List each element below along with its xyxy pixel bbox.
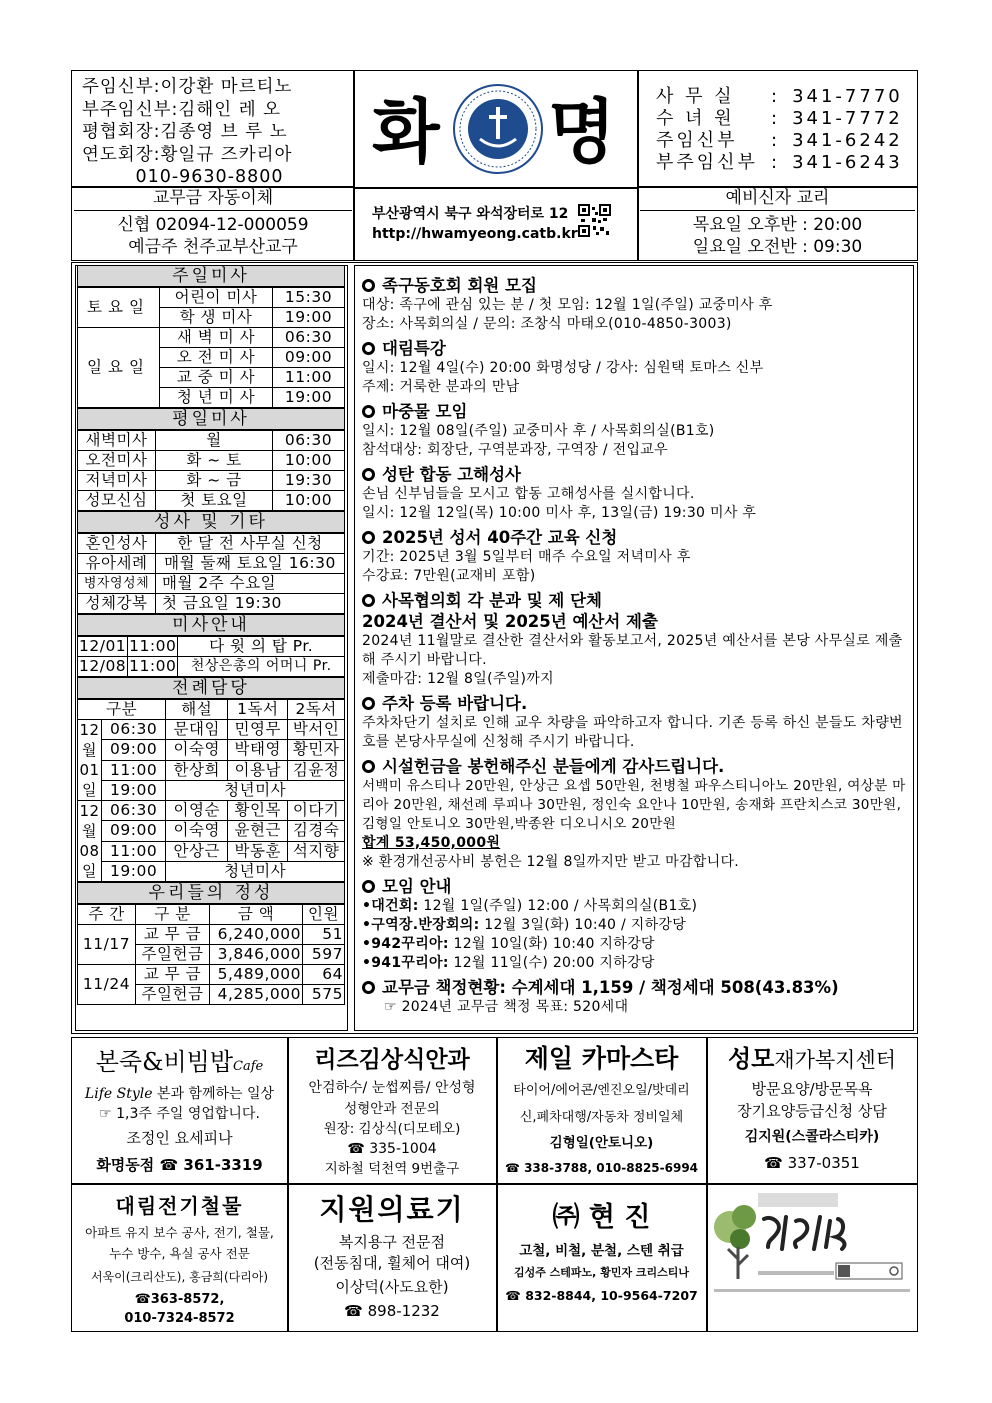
offering-table: [77, 904, 345, 1005]
liturgy-col-header: 구분: [78, 700, 166, 720]
announcement-title: 시설헌금을 봉헌해주신 분들에게 감사드립니다.: [362, 756, 912, 777]
ad-car-service: [498, 1041, 705, 1181]
offering-header: 우리들의 정성: [77, 882, 345, 904]
liturgy-reader2: 김경숙: [288, 821, 345, 841]
ad-line: 지하철 덕천역 9번출구: [324, 1161, 460, 1177]
title-right: 명: [548, 91, 616, 173]
bullet-icon: [362, 468, 375, 481]
bullet-icon: [362, 697, 375, 710]
mass-name: 새벽미사: [78, 431, 156, 451]
ad-title: 본죽&비빔밥Cafe: [95, 1048, 264, 1076]
announcement-item: [362, 527, 912, 586]
liturgy-reader1: 황인목: [228, 801, 288, 821]
sacrament-name: 성체강복: [78, 594, 156, 614]
announcement-line: 일시: 12월 12일(목) 10:00 미사 후, 13일(금) 19:30 미사 후: [362, 505, 757, 521]
offering-col-header: 주 간: [78, 905, 136, 925]
mass-time: 19:30: [273, 471, 345, 491]
catechumen-info: [640, 187, 915, 258]
ad-line: 조정인 요세피나: [126, 1129, 233, 1147]
liturgy-reader2: 김윤정: [288, 760, 345, 780]
offering-amount: 4,285,000: [210, 985, 303, 1005]
sacrament-header: 성사 및 기타: [77, 511, 345, 533]
meeting-item: •대건회: 12월 1일(주일) 12:00 / 사목회의실(B1호): [362, 898, 698, 914]
bank-title: 교무금 자동이체: [74, 187, 352, 211]
bank-account: 신협 02094-12-000059: [117, 215, 309, 235]
liturgy-reader2: 이다기: [288, 801, 345, 821]
schedule-column: [77, 265, 345, 1005]
liturgy-table: [77, 699, 345, 882]
announcement-title: 마중물 모임: [362, 401, 912, 422]
ad-phone: ☎ 337-0351: [764, 1154, 860, 1172]
mass-day: 화 ~ 금: [156, 471, 273, 491]
sunday-mass-table: [77, 287, 345, 408]
offering-amount: 5,489,000: [210, 965, 303, 985]
bullet-icon: [362, 594, 375, 607]
ad-line: 안검하수/ 눈썹찌름/ 안성형: [308, 1080, 476, 1096]
mass-name: 저녁미사: [78, 471, 156, 491]
announcement-line: 주제: 거룩한 분과의 만남: [362, 379, 520, 395]
ad-line: 복지용구 전문점: [338, 1233, 446, 1251]
meeting-item: •구역장.반장회의: 12월 3일(화) 10:40 / 지하강당: [362, 917, 687, 933]
announcement-line: 대상: 족구에 관심 있는 분 / 첫 모임: 12월 1일(주일) 교중미사 후: [362, 297, 773, 313]
announcement-line: 서백미 유스티나 20만원, 안상근 요셉 50만원, 천병철 파우스티니아노 20만원, 여상분 마리아 20만원, 채선례 루피나 30만원, 정인숙 요안나 10만원, 송재화 프란치스코 30만원, 김형일 안토니오 30만원,박종완 디오니시오 20만원: [362, 778, 906, 832]
announcement-title: 사목협의회 각 분과 및 제 단체: [362, 590, 912, 611]
ad-hardware-store: [73, 1190, 286, 1328]
offering-amount: 3,846,000: [210, 945, 303, 965]
mass-name: 교 중 미 사: [160, 368, 273, 388]
ad-hyunjin: [498, 1196, 705, 1308]
ad-title: 제일 카마스타: [524, 1044, 679, 1073]
ad-academy: [708, 1187, 916, 1305]
intent-time: 11:00: [129, 637, 177, 655]
offering-week: 11/24: [78, 965, 136, 1005]
sacrament-name: 유아세례: [78, 554, 156, 574]
ad-line: 방문요양/방문목욕: [751, 1080, 873, 1098]
ad-eye-clinic: [289, 1043, 495, 1179]
announcement-title: 대림특강: [362, 338, 912, 359]
announcement-line: 일시: 12월 08일(주일) 교중미사 후 / 사목회의실(B1호): [362, 423, 715, 439]
bullet-icon: [362, 981, 375, 994]
offering-type: 교 무 금: [136, 925, 210, 945]
ad-line: 누수 방수, 욕실 공사 전문: [109, 1246, 250, 1261]
announcement-item: [362, 275, 912, 334]
announcement-line: 일시: 12월 4일(수) 20:00 화명성당 / 강사: 심원택 토마스 신부: [362, 360, 764, 376]
title-left: 화: [372, 91, 440, 173]
ad-title: 지원의료기: [319, 1193, 465, 1226]
ad-line: 이상덕(사도요한): [335, 1278, 449, 1296]
ad-bonjuk: [73, 1045, 286, 1178]
liturgy-reader1: 윤현근: [228, 821, 288, 841]
liturgy-header: 전례담당: [77, 677, 345, 699]
liturgy-time: 06:30: [102, 801, 166, 821]
ad-line: 아파트 유지 보수 공사, 전기, 철물,: [85, 1225, 274, 1240]
ad-line: 고철, 비철, 분철, 스텐 취급: [519, 1243, 684, 1259]
offering-count: 597: [303, 945, 345, 965]
announcement-item: [362, 590, 912, 689]
ad-phone: ☎ 338-3788, 010-8825-6994: [504, 1161, 699, 1175]
church-emblem-icon: [452, 83, 544, 175]
catechumen-title: 예비신자 교리: [640, 187, 915, 211]
ad-line: 원장: 김상식(디모테오): [323, 1121, 461, 1137]
ad-phone: 화명동점 ☎ 361-3319: [96, 1156, 263, 1174]
liturgy-commentator: 문대임: [166, 720, 228, 740]
liturgy-commentator: 이영순: [166, 801, 228, 821]
staff-phone: 010-9630-8800: [135, 167, 284, 187]
church-address: 부산광역시 북구 와석장터로 12: [372, 206, 569, 222]
mass-day: 월: [156, 431, 273, 451]
ad-line: 신,폐차대행/자동차 정비일체: [519, 1110, 684, 1125]
bullet-icon: [362, 405, 375, 418]
liturgy-commentator: 이숙영: [166, 740, 228, 760]
liturgy-col-header: 1독서: [228, 700, 288, 720]
liturgy-reader1: 박태영: [228, 740, 288, 760]
ad-phone: ☎ 898-1232: [344, 1302, 440, 1320]
mass-name: 학 생 미사: [160, 308, 273, 328]
mass-day: 첫 토요일: [156, 491, 273, 511]
intent-time: 11:00: [129, 657, 177, 675]
sacrament-info: 매월 둘째 토요일 16:30: [156, 554, 345, 574]
bank-holder: 예금주 천주교부산교구: [128, 237, 298, 257]
announcement-item: [362, 338, 912, 397]
sacrament-info: 한 달 전 사무실 신청: [156, 534, 345, 554]
staff-list: [82, 76, 352, 189]
announcement-line: 제출마감: 12월 8일(주일)까지: [362, 671, 554, 687]
mass-day: 화 ~ 토: [156, 451, 273, 471]
offering-count: 575: [303, 985, 345, 1005]
announcement-title: 주차 등록 바랍니다.: [362, 693, 912, 714]
ad-medical-supply: [289, 1188, 495, 1322]
staff-council-president: 평협회장:김종영 브 루 노: [82, 122, 288, 142]
liturgy-commentator: 안상근: [166, 841, 228, 861]
announcement-line: 손님 신부님들을 모시고 합동 고해성사를 실시합니다.: [362, 486, 695, 502]
liturgy-time: 19:00: [102, 780, 166, 800]
announcement-line: 2024년 11월말로 결산한 결산서와 활동보고서, 2025년 예산서를 본당 사무실로 제출해 주시기 바랍니다.: [362, 633, 903, 668]
saturday-label: 토요일: [78, 288, 160, 328]
announcement-line: 참석대상: 회장단, 구역분과장, 구역장 / 전입교우: [362, 442, 668, 458]
mass-intent-table: [77, 636, 345, 677]
phone-list: [656, 86, 903, 174]
sacrament-name: 병자영성체: [78, 574, 156, 594]
announcement-title2: 2024년 결산서 및 2025년 예산서 제출: [362, 612, 658, 631]
liturgy-time: 19:00: [102, 861, 166, 881]
academy-logo-icon: [712, 1187, 912, 1301]
intent-date: 12/01: [79, 637, 127, 655]
ad-line: 김성주 스테파노, 황민자 크리스티나: [513, 1266, 690, 1279]
ad-title: 성모재가복지센터: [727, 1045, 897, 1073]
liturgy-reader1: 민영무: [228, 720, 288, 740]
announcement-title: 성탄 합동 고해성사: [362, 464, 912, 485]
ad-line: 성형안과 전문의: [344, 1101, 440, 1117]
liturgy-reader2: 석지향: [288, 841, 345, 861]
mass-time: 06:30: [273, 431, 345, 451]
offering-col-header: 인원: [303, 905, 345, 925]
qr-code-icon: [578, 204, 611, 237]
phone-convent: 수 녀 원 : 341-7772: [656, 108, 903, 129]
ad-phone: ☎363-8572,: [134, 1292, 225, 1307]
liturgy-time: 09:00: [102, 740, 166, 760]
sunday-label: 일요일: [78, 328, 160, 408]
ad-phone: ☎ 335-1004: [347, 1141, 437, 1157]
intent-date: 12/08: [79, 657, 127, 675]
mass-time: 15:30: [273, 288, 345, 308]
catechumen-line: 목요일 오후반 : 20:00: [692, 215, 863, 235]
staff-pastor: 주임신부:이강환 마르티노: [82, 77, 293, 97]
offering-count: 51: [303, 925, 345, 945]
ad-line: 김지원(스콜라스티카): [744, 1129, 880, 1145]
ad-line: Life Style 본과 함께하는 일상: [84, 1086, 275, 1102]
announcement-item: [362, 693, 912, 752]
mass-time: 19:00: [273, 388, 345, 408]
offering-week: 11/17: [78, 925, 136, 965]
announcement-item: [362, 464, 912, 523]
sacrament-info: 첫 금요일 19:30: [156, 594, 345, 614]
liturgy-youth-mass: 청년미사: [166, 780, 345, 800]
mass-time: 06:30: [273, 328, 345, 348]
announcement-note: ※ 환경개선공사비 봉헌은 12월 8일까지만 받고 마감합니다.: [362, 854, 740, 870]
offering-amount: 6,240,000: [210, 925, 303, 945]
offering-col-header: 구 분: [136, 905, 210, 925]
mass-name: 오 전 미 사: [160, 348, 273, 368]
mass-time: 19:00: [273, 308, 345, 328]
announcement-item: [362, 876, 912, 973]
announcement-line: 수강료: 7만원(교재비 포함): [362, 568, 536, 584]
bullet-icon: [362, 279, 375, 292]
offering-col-header: 금 액: [210, 905, 303, 925]
mass-name: 어린이 미사: [160, 288, 273, 308]
liturgy-time: 11:00: [102, 760, 166, 780]
announcement-title: 2025년 성서 40주간 교육 신청: [362, 527, 912, 548]
mass-time: 09:00: [273, 348, 345, 368]
sunday-mass-header: 주일미사: [77, 265, 345, 287]
liturgy-reader2: 황민자: [288, 740, 345, 760]
church-url[interactable]: http://hwamyeong.catb.kr: [372, 226, 578, 242]
liturgy-commentator: 한상희: [166, 760, 228, 780]
announcement-line: 장소: 사목회의실 / 문의: 조창식 마태오(010-4850-3003): [362, 316, 732, 332]
ad-title: ㈜ 현 진: [552, 1202, 651, 1233]
sacrament-table: [77, 533, 345, 614]
announcement-item: [362, 756, 912, 872]
bullet-icon: [362, 342, 375, 355]
liturgy-col-header: 해설: [166, 700, 228, 720]
bullet-icon: [362, 880, 375, 893]
ad-line: 서욱이(크리산도), 홍금희(다리아): [90, 1270, 269, 1284]
liturgy-reader1: 박동훈: [228, 841, 288, 861]
intent-name: 천상은총의 어머니 Pr.: [178, 657, 345, 677]
liturgy-reader1: 이용남: [228, 760, 288, 780]
staff-prayer-president: 연도회장:황일규 즈카리아: [82, 144, 293, 165]
announcement-item: [362, 977, 912, 1017]
offering-type: 주일헌금: [136, 985, 210, 1005]
mass-time: 11:00: [273, 368, 345, 388]
mass-name: 새 벽 미 사: [160, 328, 273, 348]
ad-line: ☞ 1,3주 주일 영업합니다.: [99, 1106, 260, 1122]
liturgy-youth-mass: 청년미사: [166, 861, 345, 881]
ad-line: 김형일(안토니오): [549, 1135, 654, 1151]
offering-type: 교 무 금: [136, 965, 210, 985]
mass-name: 청 년 미 사: [160, 388, 273, 408]
announcement-line: ☞ 2024년 교무금 책정 목표: 520세대: [384, 999, 629, 1015]
phone-office: 사 무 실 : 341-7770: [656, 86, 903, 107]
church-address-block: [372, 204, 578, 244]
staff-assistant: 부주임신부:김해인 레 오: [82, 99, 282, 120]
liturgy-time: 11:00: [102, 841, 166, 861]
ad-line: 장기요양등급신청 상담: [737, 1102, 887, 1120]
offering-type: 주일헌금: [136, 945, 210, 965]
mass-name: 오전미사: [78, 451, 156, 471]
donation-total: 합계 53,450,000원: [362, 835, 501, 851]
meeting-item: •941꾸리아: 12월 11일(수) 20:00 지하강당: [362, 955, 655, 971]
ad-line: 타이어/에어콘/엔진오일/밧데리: [513, 1083, 690, 1098]
mass-name: 성모신심: [78, 491, 156, 511]
phone-pastor: 주임신부 : 341-6242: [656, 130, 903, 151]
catechumen-line: 일요일 오전반 : 09:30: [692, 237, 863, 257]
ad-phone: 010-7324-8572: [124, 1311, 235, 1326]
announcement-item: [362, 401, 912, 460]
sacrament-name: 혼인성사: [78, 534, 156, 554]
announcement-title: 모임 안내: [362, 876, 912, 897]
bank-info: [74, 187, 352, 258]
liturgy-time: 09:00: [102, 821, 166, 841]
offering-count: 64: [303, 965, 345, 985]
phone-assistant: 부주임신부 : 341-6243: [656, 152, 903, 173]
weekday-mass-table: [77, 430, 345, 511]
liturgy-date: 12 월 01 일: [79, 721, 100, 799]
mass-time: 10:00: [273, 491, 345, 511]
bullet-icon: [362, 760, 375, 773]
ad-welfare-center: [708, 1041, 916, 1174]
liturgy-reader2: 박서인: [288, 720, 345, 740]
liturgy-col-header: 2독서: [288, 700, 345, 720]
mass-intent-header: 미사안내: [77, 614, 345, 636]
meeting-item: •942꾸리아: 12월 10일(화) 10:40 지하강당: [362, 936, 655, 952]
liturgy-date: 12 월 08 일: [79, 802, 100, 880]
liturgy-commentator: 이숙영: [166, 821, 228, 841]
announcement-list: [362, 275, 912, 1021]
mass-time: 10:00: [273, 451, 345, 471]
intent-name: 다 윗 의 탑 Pr.: [178, 637, 345, 657]
ad-line: (전동침대, 휠체어 대여): [313, 1254, 471, 1272]
announcement-line: 주차차단기 설치로 인해 교우 차량을 파악하고자 합니다. 기존 등록 하신 분들도 차량번호를 본당사무실에 신청해 주시기 바랍니다.: [362, 715, 903, 750]
ad-phone: ☎ 832-8844, 10-9564-7207: [505, 1288, 698, 1303]
ad-title: 대림전기철물: [115, 1194, 244, 1218]
announcement-title: 족구동호회 회원 모집: [362, 275, 912, 296]
ad-title: 리즈김상식안과: [314, 1047, 470, 1073]
announcement-title: 교무금 책정현황: 수계세대 1,159 / 책정세대 508(43.83%): [362, 977, 912, 998]
bullet-icon: [362, 531, 375, 544]
sacrament-info: 매월 2주 수요일: [156, 574, 345, 594]
liturgy-time: 06:30: [102, 720, 166, 740]
weekday-mass-header: 평일미사: [77, 408, 345, 430]
announcement-line: 기간: 2025년 3월 5일부터 매주 수요일 저녁미사 후: [362, 549, 691, 565]
